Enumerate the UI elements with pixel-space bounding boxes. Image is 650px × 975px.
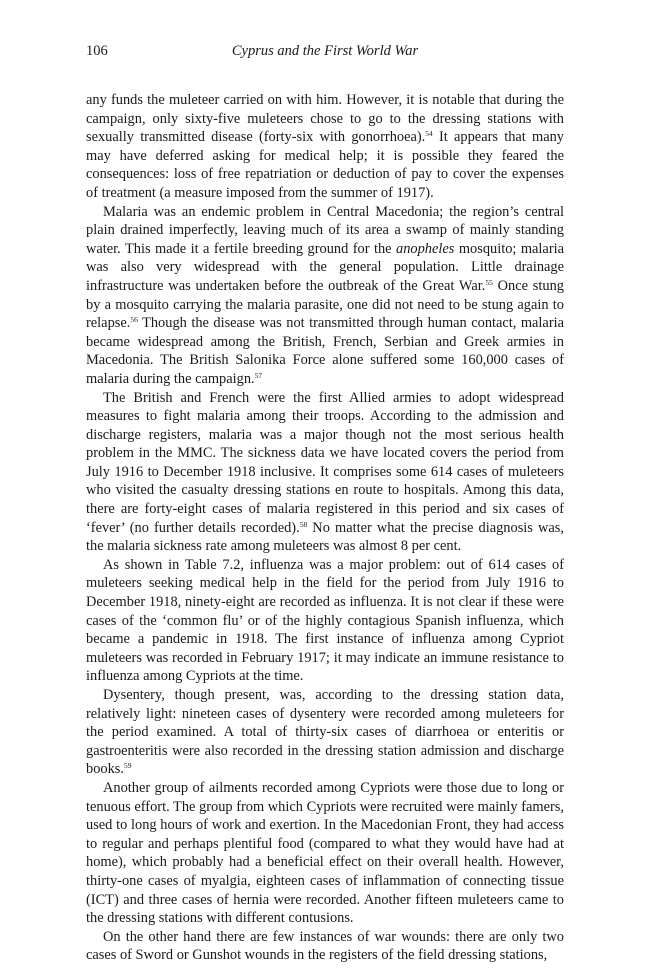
running-title: Cyprus and the First World War bbox=[231, 43, 419, 59]
text-run: mosquito; malaria was also very widespread with the general population. Little drainage infrastructure was undertaken before the outbreak of the Great War. bbox=[86, 240, 564, 294]
text-run: No matter what the precise diagnosis was, the malaria sickness rate among muleteers was almost 8 per cent. bbox=[86, 519, 564, 555]
text-run: Dysentery, though present, was, according to the dressing station data, relatively light: nineteen cases of dysentery were recorded among muleteers for the period examined. A total of thirty-six cases of diarrhoea or enteritis or gastroenteritis were also recorded in the dressing station admission and discharge books. bbox=[86, 687, 564, 778]
paragraph bbox=[86, 556, 564, 686]
paragraph bbox=[86, 389, 564, 556]
footnote-marker: 54 bbox=[425, 129, 433, 139]
text-run: As shown in Table 7.2, influenza was a major problem: out of 614 cases of muleteers seeking medical help in the field for the period from July 1916 to December 1918, ninety-eight are recorded as influenza. It is not clear if these were cases of the ‘common flu’ or of the highly contagious Spanish influenza, which became a pandemic in 1918. The first instance of influenza among Cypriot muleteers was recorded in February 1917; it may indicate an immune resistance to influenza among Cypriots at the time. bbox=[86, 556, 564, 685]
text-run: Though the disease was not transmitted through human contact, malaria became widespread among the British, French, Serbian and Greek armies in Macedonia. The British Salonika Force alone suffered some 160,000 cases of malaria during the campaign. bbox=[86, 315, 564, 387]
footnote-marker: 58 bbox=[299, 519, 308, 529]
text-run: Once stung by a mosquito carrying the malaria parasite, one did not need to be stung again to relapse. bbox=[86, 277, 564, 332]
paragraph bbox=[86, 203, 564, 389]
italic-term: anopheles bbox=[396, 240, 455, 257]
footnote-marker: 56 bbox=[130, 315, 138, 325]
footnote-marker: 57 bbox=[254, 370, 263, 380]
text-run: Another group of ailments recorded among Cypriots were those due to long or tenuous effort. The group from which Cypriots were recruited were mainly famers, used to long hours of work and exertion. In the Macedonian Front, they had access to regular and perhaps plentiful food (compared to what they would have had at home), which probably had a beneficial effect on their overall health. However, thirty-one cases of myalgia, eighteen cases of inflammation of connecting tissue (ICT) and three cases of hernia were recorded. Another fifteen muleteers came to the dressing stations with different contusions. bbox=[86, 779, 564, 927]
body-text bbox=[86, 91, 564, 965]
text-run: Malaria was an endemic problem in Central Macedonia; the region’s central plain drained imperfectly, leaving much of its area a swamp of mainly standing water. This made it a fertile breeding ground for the bbox=[86, 203, 564, 257]
footnote-marker: 55 bbox=[485, 277, 493, 287]
text-run: any funds the muleteer carried on with him. However, it is notable that during the campaign, only sixty-five muleteers chose to go to the dressing stations with sexually transmitted disease (forty-six with gonorrhoea). bbox=[86, 92, 564, 146]
paragraph bbox=[86, 91, 564, 203]
page-number: 106 bbox=[86, 43, 108, 59]
running-head bbox=[86, 43, 564, 63]
text-run: On the other hand there are few instances of war wounds: there are only two cases of Sword or Gunshot wounds in the registers of the field dressing stations, bbox=[86, 928, 564, 964]
text-run: The British and French were the first Allied armies to adopt widespread measures to fight malaria among their troops. According to the admission and discharge registers, malaria was a major though not the most serious health problem in the MMC. The sickness data we have located covers the period from July 1916 to December 1918 inclusive. It comprises some 614 cases of muleteers who visited the casualty dressing stations en route to hospitals. Among this data, there are forty-eight cases of malaria registered in this period and six cases of ‘fever’ (no further details recorded). bbox=[86, 389, 564, 536]
paragraph bbox=[86, 928, 564, 965]
paragraph bbox=[86, 779, 564, 928]
paragraph bbox=[86, 686, 564, 779]
footnote-marker: 59 bbox=[123, 761, 132, 771]
text-run: It appears that many may have deferred asking for medical help; it is possible they feared the consequences: loss of free repatriation or deduction of pay to cover the expenses of treatment (a measure imposed from the summer of 1917). bbox=[86, 129, 564, 201]
